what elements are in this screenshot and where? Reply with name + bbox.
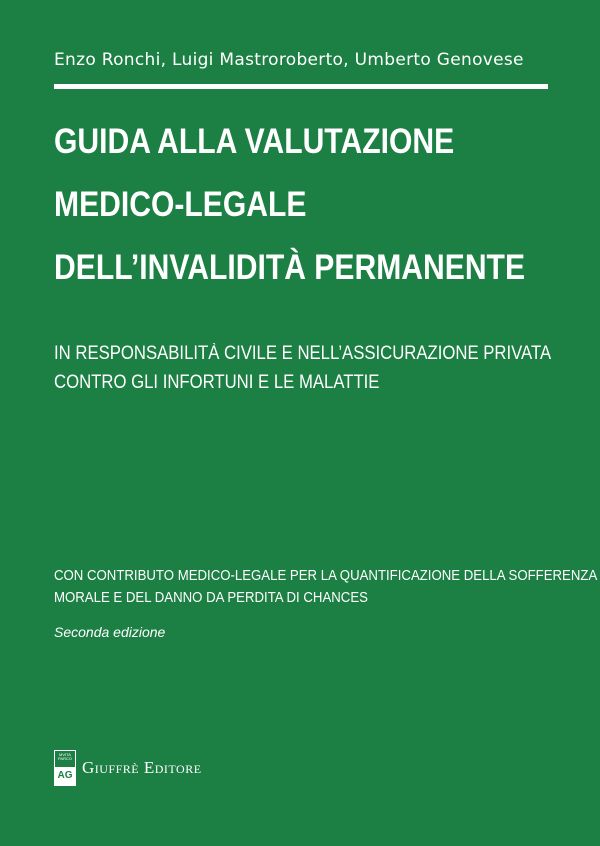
logo-bottom-text: AG xyxy=(55,768,75,785)
contribution-note xyxy=(54,565,597,609)
title-line-2: MEDICO-LEGALE xyxy=(54,185,307,224)
logo-top-text: MVITA PARCO xyxy=(55,751,75,768)
authors: Enzo Ronchi, Luigi Mastroroberto, Umberto Genovese xyxy=(54,50,524,70)
title-line-1: GUIDA ALLA VALUTAZIONE xyxy=(54,122,455,161)
publisher-block xyxy=(54,750,202,786)
publisher-logo-icon xyxy=(54,750,76,786)
title-line-3: DELL’INVALIDITÀ PERMANENTE xyxy=(54,248,526,287)
book-subtitle xyxy=(54,339,551,397)
contribution-line-2: MORALE E DEL DANNO DA PERDITA DI CHANCES xyxy=(54,589,368,606)
book-title xyxy=(54,110,525,299)
divider-rule xyxy=(54,84,548,89)
publisher-name: Giuffrè Editore xyxy=(82,758,202,777)
contribution-line-1: CON CONTRIBUTO MEDICO-LEGALE PER LA QUANTIFICAZIONE DELLA SOFFERENZA xyxy=(54,567,598,584)
subtitle-line-2: CONTRO GLI INFORTUNI E LE MALATTIE xyxy=(54,372,380,393)
subtitle-line-1: IN RESPONSABILITÀ CIVILE E NELL’ASSICURAZIONE PRIVATA xyxy=(54,343,552,364)
edition-label: Seconda edizione xyxy=(54,624,166,640)
